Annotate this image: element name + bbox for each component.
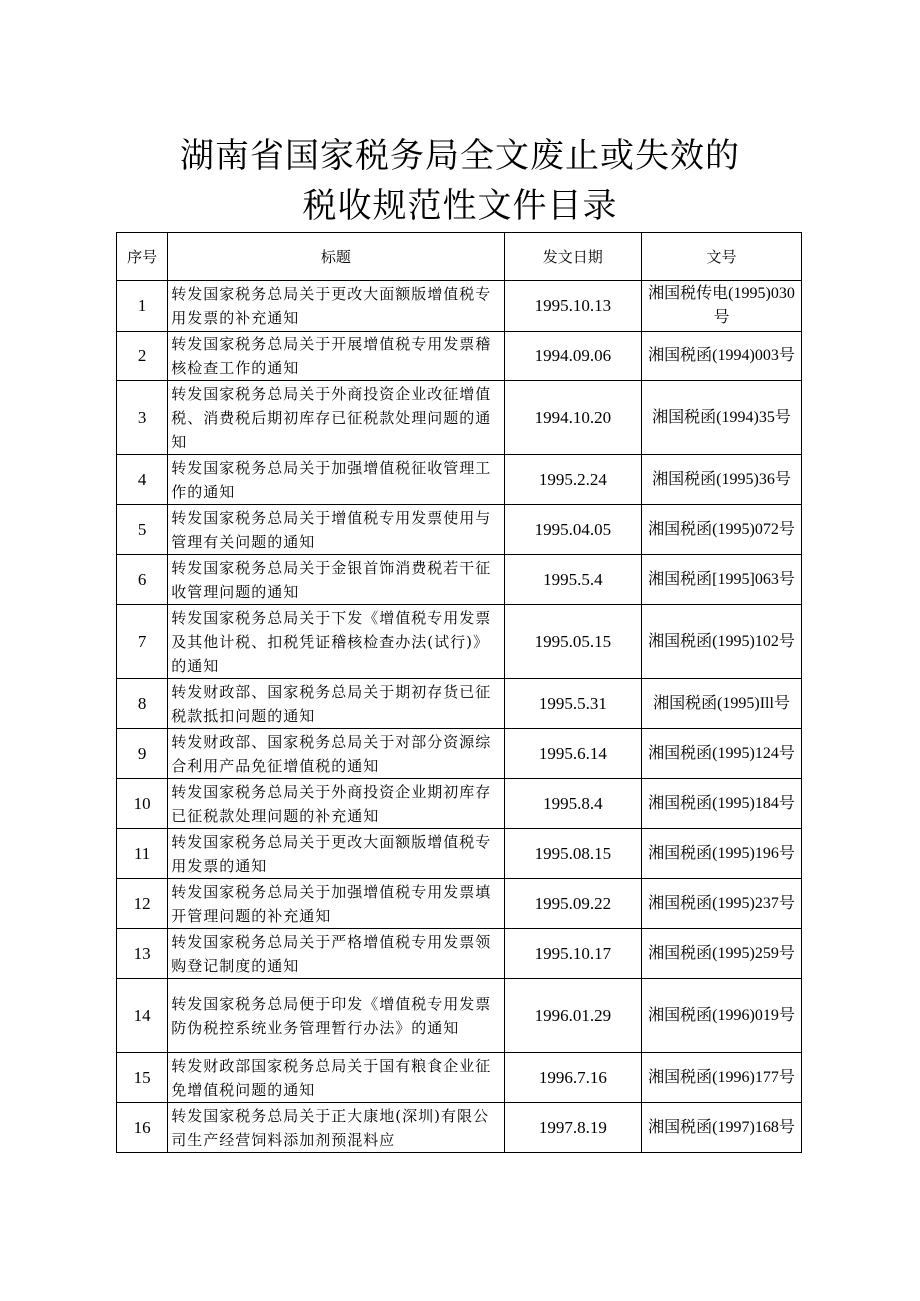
- row-doc: 湘国税传电(1995)030号: [642, 281, 802, 332]
- row-date: 1995.09.22: [504, 879, 641, 929]
- table-header-row: [117, 233, 802, 281]
- table-row: [117, 729, 802, 779]
- row-title: 转发国家税务总局关于加强增值税征收管理工作的通知: [168, 455, 504, 505]
- row-title: 转发国家税务总局便于印发《增值税专用发票防伪税控系统业务管理暂行办法》的通知: [168, 979, 504, 1053]
- table-row: [117, 679, 802, 729]
- row-title: 转发国家税务总局关于增值税专用发票使用与管理有关问题的通知: [168, 505, 504, 555]
- row-date: 1995.10.17: [504, 929, 641, 979]
- row-doc: 湘国税函(1995)102号: [642, 605, 802, 679]
- row-date: 1995.5.4: [504, 555, 641, 605]
- row-no: 9: [117, 729, 168, 779]
- header-no: 序号: [117, 233, 168, 281]
- table-row: [117, 281, 802, 332]
- row-doc: 湘国税函(1996)019号: [642, 979, 802, 1053]
- row-doc: 湘国税函(1997)168号: [642, 1103, 802, 1153]
- row-title: 转发国家税务总局关于正大康地(深圳)有限公司生产经营饲料添加剂预混料应: [168, 1103, 504, 1153]
- row-doc: 湘国税函(1995)237号: [642, 879, 802, 929]
- row-no: 1: [117, 281, 168, 332]
- row-date: 1996.7.16: [504, 1053, 641, 1103]
- row-no: 8: [117, 679, 168, 729]
- row-no: 16: [117, 1103, 168, 1153]
- row-title: 转发国家税务总局关于更改大面额版增值税专用发票的通知: [168, 829, 504, 879]
- row-no: 11: [117, 829, 168, 879]
- table-row: [117, 979, 802, 1053]
- table-row: [117, 332, 802, 381]
- row-doc: 湘国税函(1995)36号: [642, 455, 802, 505]
- row-doc: 湘国税函(1995)124号: [642, 729, 802, 779]
- row-no: 6: [117, 555, 168, 605]
- title-line-1: 湖南省国家税务局全文废止或失效的: [180, 136, 740, 176]
- row-title: 转发财政部、国家税务总局关于对部分资源综合利用产品免征增值税的通知: [168, 729, 504, 779]
- row-title: 转发国家税务总局关于外商投资企业改征增值税、消费税后期初库存已征税款处理问题的通知: [168, 381, 504, 455]
- row-no: 13: [117, 929, 168, 979]
- row-date: 1996.01.29: [504, 979, 641, 1053]
- row-date: 1995.10.13: [504, 281, 641, 332]
- table-row: [117, 1103, 802, 1153]
- row-title: 转发国家税务总局关于外商投资企业期初库存已征税款处理问题的补充通知: [168, 779, 504, 829]
- table-row: [117, 605, 802, 679]
- row-doc: 湘国税函(1995)184号: [642, 779, 802, 829]
- row-title: 转发国家税务总局关于开展增值税专用发票稽核检查工作的通知: [168, 332, 504, 381]
- row-no: 5: [117, 505, 168, 555]
- row-no: 14: [117, 979, 168, 1053]
- row-title: 转发国家税务总局关于加强增值税专用发票填开管理问题的补充通知: [168, 879, 504, 929]
- row-no: 15: [117, 1053, 168, 1103]
- row-no: 4: [117, 455, 168, 505]
- row-doc: 湘国税函(1995)072号: [642, 505, 802, 555]
- table-row: [117, 779, 802, 829]
- row-title: 转发国家税务总局关于金银首饰消费税若干征收管理问题的通知: [168, 555, 504, 605]
- row-title: 转发国家税务总局关于下发《增值税专用发票及其他计税、扣税凭证稽核检查办法(试行)》的通知: [168, 605, 504, 679]
- row-doc: 湘国税函(1994)003号: [642, 332, 802, 381]
- row-no: 12: [117, 879, 168, 929]
- row-date: 1995.08.15: [504, 829, 641, 879]
- row-date: 1995.6.14: [504, 729, 641, 779]
- row-date: 1994.10.20: [504, 381, 641, 455]
- header-date: 发文日期: [504, 233, 641, 281]
- table-row: [117, 1053, 802, 1103]
- row-doc: 湘国税函(1994)35号: [642, 381, 802, 455]
- table-row: [117, 929, 802, 979]
- header-title: 标题: [168, 233, 504, 281]
- row-doc: 湘国税函[1995]063号: [642, 555, 802, 605]
- row-date: 1995.05.15: [504, 605, 641, 679]
- row-no: 7: [117, 605, 168, 679]
- row-doc: 湘国税函(1995)196号: [642, 829, 802, 879]
- table-row: [117, 455, 802, 505]
- catalog-table: [116, 232, 802, 1153]
- table-row: [117, 829, 802, 879]
- title-line-2: 税收规范性文件目录: [302, 186, 618, 226]
- header-doc: 文号: [642, 233, 802, 281]
- row-doc: 湘国税函(1995)259号: [642, 929, 802, 979]
- row-date: 1994.09.06: [504, 332, 641, 381]
- row-title: 转发财政部国家税务总局关于国有粮食企业征免增值税问题的通知: [168, 1053, 504, 1103]
- row-title: 转发国家税务总局关于更改大面额版增值税专用发票的补充通知: [168, 281, 504, 332]
- row-date: 1995.2.24: [504, 455, 641, 505]
- table-row: [117, 381, 802, 455]
- table-row: [117, 555, 802, 605]
- row-title: 转发财政部、国家税务总局关于期初存货已征税款抵扣问题的通知: [168, 679, 504, 729]
- row-date: 1995.04.05: [504, 505, 641, 555]
- row-doc: 湘国税函(1996)177号: [642, 1053, 802, 1103]
- row-title: 转发国家税务总局关于严格增值税专用发票领购登记制度的通知: [168, 929, 504, 979]
- row-date: 1995.5.31: [504, 679, 641, 729]
- row-no: 3: [117, 381, 168, 455]
- row-date: 1995.8.4: [504, 779, 641, 829]
- table-row: [117, 505, 802, 555]
- row-date: 1997.8.19: [504, 1103, 641, 1153]
- row-no: 2: [117, 332, 168, 381]
- table-row: [117, 879, 802, 929]
- table-body: [117, 281, 802, 1153]
- row-doc: 湘国税函(1995)Ill号: [642, 679, 802, 729]
- row-no: 10: [117, 779, 168, 829]
